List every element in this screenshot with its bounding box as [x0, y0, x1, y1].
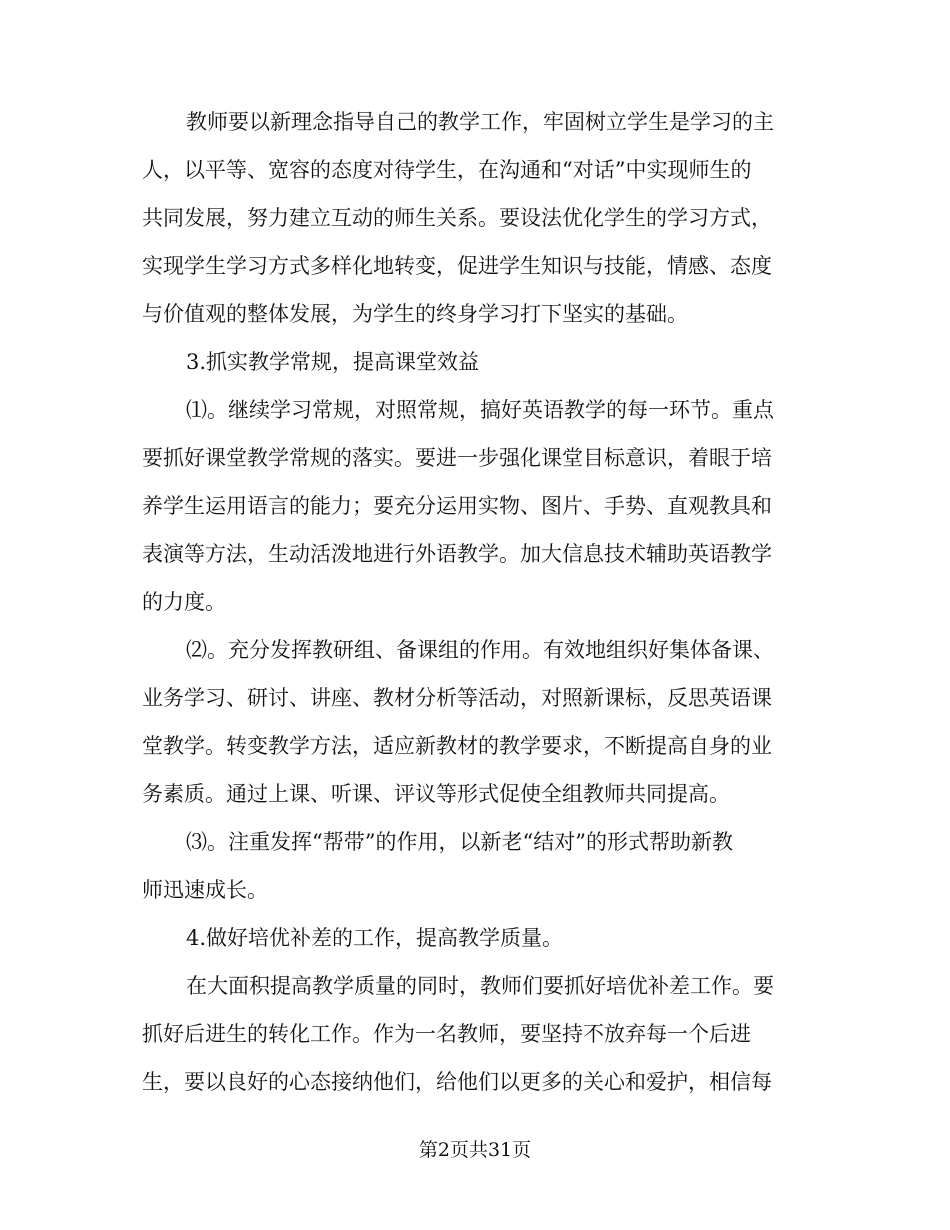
section-heading-4: 4.做好培优补差的工作，提高教学质量。 [186, 926, 564, 950]
paragraph-1-line-2: 人，以平等、宽容的态度对待学生，在沟通和“对话”中实现师生的 [142, 158, 752, 182]
item-3-line-1: ⑶。注重发挥“帮带”的作用，以新老“结对”的形式帮助新教 [186, 830, 733, 854]
item-2-line-3: 堂教学。转变教学方法，适应新教材的教学要求，不断提高自身的业 [142, 734, 772, 758]
paragraph-1-line-3: 共同发展，努力建立互动的师生关系。要设法优化学生的学习方式， [142, 206, 772, 230]
item-1-line-3: 养学生运用语言的能力；要充分运用实物、图片、手势、直观教具和 [142, 494, 772, 518]
paragraph-2-line-3: 生，要以良好的心态接纳他们，给他们以更多的关心和爱护，相信每 [142, 1070, 772, 1094]
section-heading-3: 3.抓实教学常规，提高课堂效益 [186, 350, 480, 374]
item-2-line-2: 业务学习、研讨、讲座、教材分析等活动，对照新课标，反思英语课 [142, 686, 772, 710]
item-1-line-2: 要抓好课堂教学常规的落实。要进一步强化课堂目标意识，着眼于培 [142, 446, 772, 470]
paragraph-1-line-1: 教师要以新理念指导自己的教学工作，牢固树立学生是学习的主 [186, 110, 774, 134]
item-2-line-4: 务素质。通过上课、听课、评议等形式促使全组教师共同提高。 [142, 782, 730, 806]
paragraph-2-line-2: 抓好后进生的转化工作。作为一名教师，要坚持不放弃每一个后进 [142, 1022, 751, 1046]
paragraph-2-line-1: 在大面积提高教学质量的同时，教师们要抓好培优补差工作。要 [186, 974, 774, 998]
paragraph-1-line-4: 实现学生学习方式多样化地转变，促进学生知识与技能，情感、态度 [142, 254, 772, 278]
document-body [142, 98, 808, 1106]
item-1-line-4: 表演等方法，生动活泼地进行外语教学。加大信息技术辅助英语教学 [142, 542, 772, 566]
item-3-line-2: 师迅速成长。 [142, 878, 268, 902]
page-number: 第2页共31页 [418, 1139, 532, 1161]
item-1-line-5: 的力度。 [142, 590, 226, 614]
paragraph-1-line-5: 与价值观的整体发展，为学生的终身学习打下坚实的基础。 [142, 302, 688, 326]
item-2-line-1: ⑵。充分发挥教研组、备课组的作用。有效地组织好集体备课、 [186, 638, 774, 662]
item-1-line-1: ⑴。继续学习常规，对照常规，搞好英语教学的每一环节。重点 [186, 398, 774, 422]
